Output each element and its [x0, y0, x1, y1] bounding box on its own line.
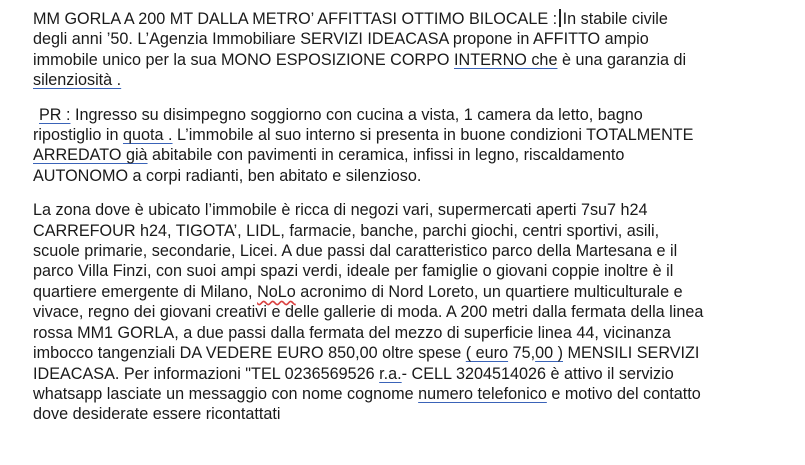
text-line	[33, 343, 803, 363]
underlined-text: silenziosità .	[33, 71, 122, 90]
text-line	[33, 50, 803, 70]
text-run: acronimo di Nord Loreto, un quartiere multiculturale e	[295, 282, 683, 301]
text-cursor	[559, 9, 561, 27]
text-line: rossa MM1 GORLA, a due passi dalla fermata del mezzo di superficie linea 44, vicinanza	[33, 323, 671, 342]
text-line	[33, 145, 803, 165]
underlined-text: PR :	[39, 105, 71, 124]
text-line: scuole primarie, secondarie, Licei. A due passi dal caratteristico parco della Martesana e il	[33, 242, 678, 261]
paragraph-details	[33, 105, 803, 187]
underlined-text: ARREDATO già	[33, 146, 148, 165]
document-body	[33, 9, 803, 439]
underlined-text: r.a.	[379, 364, 402, 383]
underlined-text: ( euro	[465, 344, 509, 363]
underlined-text: INTERNO che	[454, 50, 558, 69]
text-line	[33, 282, 803, 302]
underlined-text: 00 )	[535, 344, 563, 363]
underlined-text: quota .	[122, 126, 173, 145]
text-run: ripostiglio in	[33, 126, 123, 145]
text-run: IDEACASA. Per informazioni "TEL 0236569526	[33, 364, 380, 383]
text-run: whatsapp lasciate un messaggio con nome cognome	[33, 384, 419, 403]
text-run: 75,	[508, 344, 536, 363]
text-run: quartiere emergente di Milano,	[33, 282, 258, 301]
text-line	[33, 384, 803, 404]
text-run: Ingresso su disimpegno soggiorno con cucina a vista, 1 camera da letto, bagno	[70, 105, 643, 124]
text-line	[33, 9, 803, 29]
underlined-text: numero telefonico	[418, 384, 547, 403]
text-run: - CELL 3204514026 è attivo il servizio	[401, 364, 674, 383]
text-line: CARREFOUR h24, TIGOTA’, LIDL, farmacie, banche, parchi giochi, centri sportivi, asili,	[33, 221, 660, 240]
text-line: La zona dove è ubicato l’immobile è ricca di negozi vari, supermercati aperti 7su7 h24	[33, 201, 648, 220]
text-line: dove desiderate essere ricontattati	[33, 405, 281, 424]
text-line	[33, 364, 803, 384]
text-run: è una garanzia di	[557, 50, 687, 69]
text-run: imbocco tangenziali DA VEDERE EURO 850,00 oltre spese	[33, 344, 466, 363]
text-line	[39, 105, 803, 125]
paragraph-intro	[33, 9, 803, 91]
spellcheck-text: NoLo	[257, 282, 296, 301]
headline-text: MM GORLA A 200 MT DALLA METRO’ AFFITTASI OTTIMO BILOCALE :	[33, 10, 558, 28]
text-run: abitabile con pavimenti in ceramica, infissi in legno, riscaldamento	[147, 146, 625, 165]
text-run: MENSILI SERVIZI	[563, 344, 700, 363]
text-line: degli anni ’50. L’Agenzia Immobiliare SERVIZI IDEACASA propone in AFFITTO ampio	[33, 30, 649, 49]
text-line	[33, 70, 803, 90]
text-line: parco Villa Finzi, con suoi ampi spazi verdi, ideale per famiglie o giovani coppie inoltre è il	[33, 262, 674, 281]
text-line: AUTONOMO a corpi radianti, ben abitato e silenzioso.	[33, 166, 422, 185]
text-run: immobile unico per la sua MONO ESPOSIZIONE CORPO	[33, 50, 454, 69]
text-run: e motivo del contatto	[546, 384, 701, 403]
text-run: In stabile civile	[562, 10, 668, 28]
text-line	[33, 125, 803, 145]
paragraph-area	[33, 200, 803, 424]
text-line: vivace, regno dei giovani creativi e delle gallerie di moda. A 200 metri dalla fermata della linea	[33, 303, 704, 322]
text-run: L’immobile al suo interno si presenta in buone condizioni TOTALMENTE	[172, 126, 694, 145]
